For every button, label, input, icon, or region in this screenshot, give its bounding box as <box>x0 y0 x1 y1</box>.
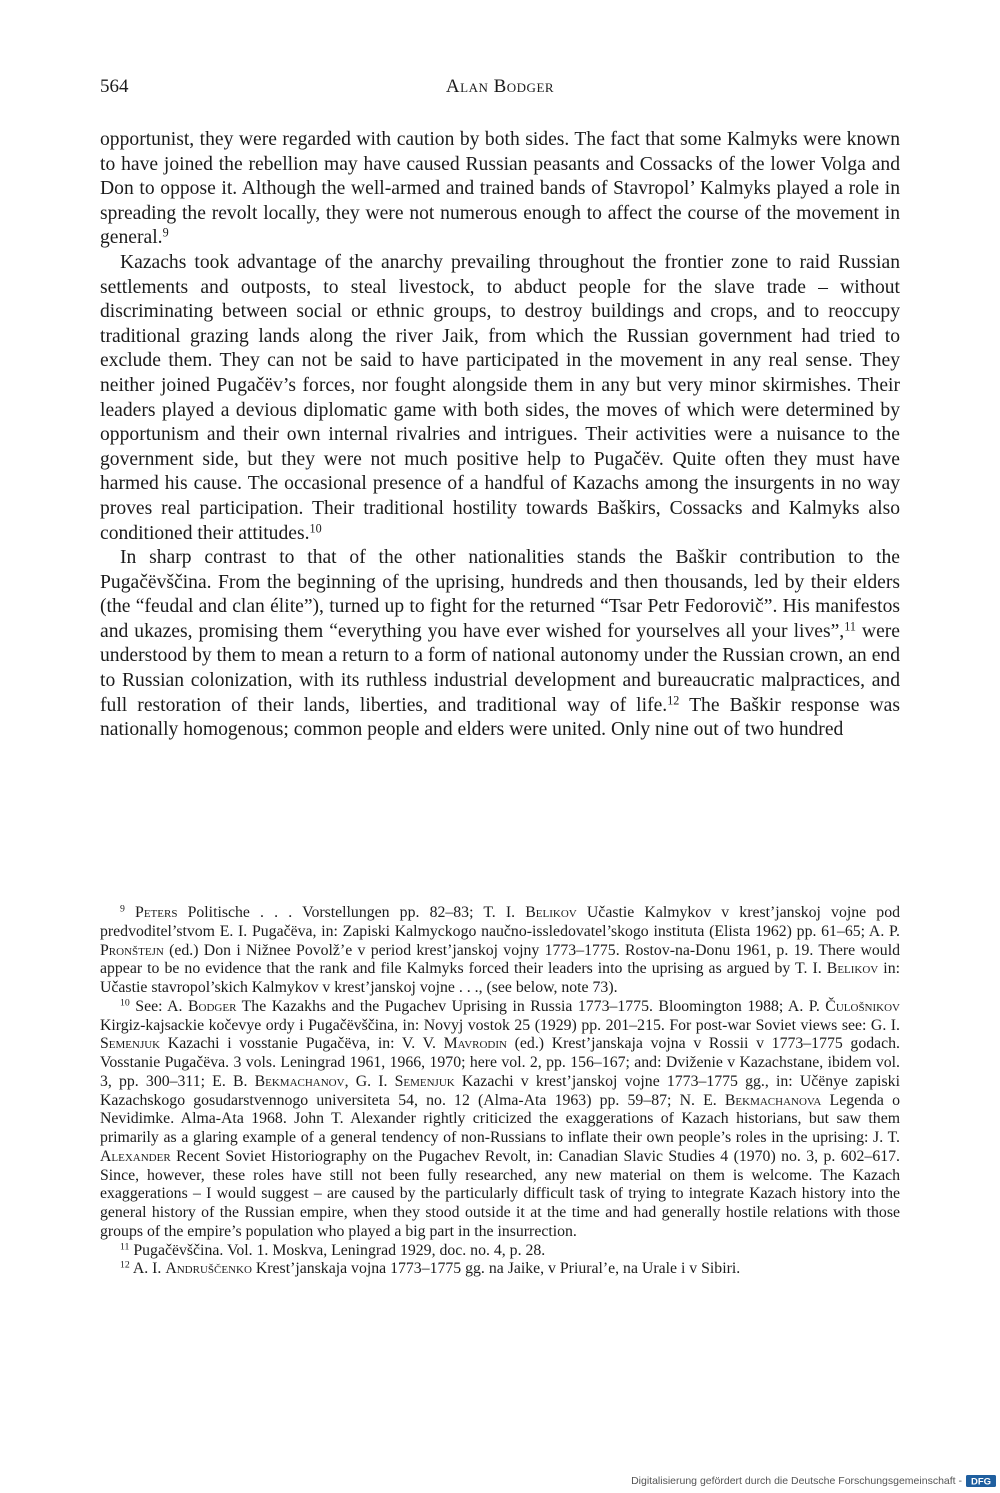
author-name: Bekmachanov <box>254 1072 345 1090</box>
footnote-text: Kazachi i vosstanie Pugačëva, in: V. V. <box>160 1035 444 1053</box>
author-name: Pronštejn <box>100 941 164 959</box>
footnote <box>100 1260 900 1279</box>
paragraph-text: The Baškir response was nationally homogenous; common people and elders were united. Only nine out of two hundred <box>100 694 901 741</box>
footnote-text: The Kazakhs and the Pugachev Uprising in Russia 1773–1775. Bloomington 1988; A. P. <box>236 997 826 1015</box>
paragraph-text: Kazachs took advantage of the anarchy prevailing throughout the frontier zone to raid Russian settlements and outposts, to steal livestock, to abduct people for the slave trade – without discriminating between social or ethnic groups, to destroy buildings and crops, and to reoccupy traditional grazing lands along the river Jaik, from which the Russian government had tried to exclude them. They can not be said to have participated in the movement in any real sense. They neither joined Pugačëv’s forces, nor fought alongside them in any but very minor skirmishes. Their leaders played a devious diplomatic game with both sides, the moves of which were determined by opportunism and their own internal rivalries and intrigues. Their activities were a nuisance to the government side, but they were not much positive help to Pugačëv. Quite often they must have harmed his cause. The occasional presence of a handful of Kazachs among the insurgents in no way proves real participation. Their traditional hostility towards Baškirs, Cossacks and Kalmyks also conditioned their attitudes. <box>100 251 900 544</box>
paragraph-text: In sharp contrast to that of the other nationalities stands the Baškir contribution to the Pugačëvščina. From the beginning of the uprising, hundreds and then thousands, led by their elders (the “feudal and clan élite”), turned up to fight for the returned “Tsar Petr Fedorovič”. His manifestos and ukazes, promising them “everything you have ever wished for yourselves all your lives”, <box>100 547 900 642</box>
paragraph <box>100 251 900 546</box>
author-name: Peters <box>135 904 178 921</box>
footnote-text: Učastie Kalmykov v krest’janskoj vojne pod predvoditel’stvom E. I. Pugačëva, in: Zapiski Kalmyckogo naučno-issledovatel’skogo instituta (Elista 1962) pp. 61–65; A. P. <box>100 904 900 940</box>
footnote-text: Recent Soviet Historiography on the Pugachev Revolt, in: Canadian Slavic Studies 4 (1970) no. 3, p. 602–617. Since, however, these roles have still not been fully researched, any new material on them is welcome. The Kazach exaggerations – I would suggest – are caused by the particularly difficult task of trying to integrate Kazach history into the general history of the Russian empire, when they stood outside it at the time and had generally hostile relations with those groups of the empire’s population who played a big part in the insurrection. <box>100 1147 900 1240</box>
footnote <box>100 904 900 998</box>
footnote-text: Kirgiz-kajsackie kočevye ordy i Pugačëvščina, in: Novyj vostok 25 (1929) pp. 201–215. For post-war Soviet views see: G. I. <box>100 1016 900 1034</box>
author-name: Andruščenko <box>165 1260 252 1278</box>
footnote-text: (ed.) Krest’janskaja vojna v Rossii v 1773–1775 godach. Vosstanie Pugačëva. 3 vols. Leningrad 1961, 1966, 1970; here vol. 2, pp. 156–167; and: Dviženie v Kazachstane, ibidem vol. 3, pp. 300–311; E. B. <box>100 1035 900 1090</box>
author-name: Čulošnikov <box>825 997 900 1015</box>
footnote <box>100 998 900 1242</box>
footnote-text: A. I. <box>132 1260 166 1278</box>
footnote-reference: 12 <box>667 692 680 707</box>
running-head <box>100 76 900 100</box>
credit-text: Digitalisierung gefördert durch die Deutsche Forschungsgemeinschaft - <box>631 1475 962 1487</box>
author-name: Belikov <box>826 960 879 978</box>
paragraph <box>100 546 900 743</box>
footnote-reference: 11 <box>844 619 856 634</box>
footnote-number: 10 <box>120 997 130 1009</box>
footnote-text: in: Učastie stavropol’skich Kalmykov v krest’janskoj vojne . . ., (see below, note 73). <box>100 960 900 996</box>
author-name: Semenjuk <box>394 1072 455 1090</box>
author-name: Bekmachanova <box>724 1091 822 1109</box>
dfg-logo <box>966 1475 996 1487</box>
footnote-text: Kazachi v krest’janskoj vojne 1773–1775 gg., in: Učënye zapiski Kazachskogo gosudarstvennogo universiteta 54, no. 12 (Alma-Ata 1963) pp. 59–87; N. E. <box>100 1072 900 1109</box>
footnote <box>100 1242 900 1261</box>
author-name: Belikov <box>525 904 577 921</box>
footnote-text: , G. I. <box>344 1072 395 1090</box>
author-name: Mavrodin <box>443 1035 507 1053</box>
footnote-text: Krest’janskaja vojna 1773–1775 gg. na Jaike, v Priural’e, na Urale i v Sibiri. <box>251 1260 741 1278</box>
footnote-number: 9 <box>120 903 125 915</box>
author-name: Semenjuk <box>100 1035 161 1053</box>
footnote-text: Pugačëvščina. Vol. 1. Moskva, Leningrad 1929, doc. no. 4, p. 28. <box>133 1241 546 1259</box>
digitization-credit <box>631 1473 996 1489</box>
dfg-logo-text: DFG <box>970 1476 992 1487</box>
paragraph <box>100 128 900 251</box>
running-head-author: Alan Bodger <box>445 76 555 97</box>
footnote-reference: 9 <box>162 225 169 240</box>
footnote-text: See: A. <box>135 997 188 1015</box>
footnotes <box>100 904 900 1279</box>
page-number: 564 <box>100 76 129 97</box>
footnote-number: 11 <box>120 1241 130 1253</box>
author-name: Alexander <box>100 1147 171 1165</box>
author-name: Bodger <box>188 997 237 1015</box>
footnote-text: (ed.) Don i Nižnee Povolž’e v period krest’janskoj vojny 1773–1775. Rostov-na-Donu 1961, p. 19. There would appear to be no evidence that the rank and file Kalmyks forced their leaders into the uprising as argued by T. I. <box>100 941 900 978</box>
footnote-text: Politische . . . Vorstellungen pp. 82–83; T. I. <box>177 904 526 921</box>
paragraph-text: opportunist, they were regarded with caution by both sides. The fact that some Kalmyks were known to have joined the rebellion may have caused Russian peasants and Cossacks of the lower Volga and Don to oppose it. Although the well-armed and trained bands of Stavropol’ Kalmyks played a role in spreading the revolt locally, they were not numerous enough to affect the course of the movement in general. <box>100 129 900 249</box>
footnote-text: Legenda o Nevidimke. Alma-Ata 1968. John T. Alexander rightly criticized the exaggerations of Kazach historians, but saw them primarily as a glaring example of a general tendency of non-Russians to inflate their own people’s roles in the uprising: J. T. <box>100 1091 900 1146</box>
footnote-number: 12 <box>120 1259 130 1271</box>
paragraph-text: were understood by them to mean a return to a form of national autonomy under the Russian crown, an end to Russian colonization, with its ruthless industrial development and bureaucratic malpractices, and full restoration of their lands, liberties, and traditional way of life. <box>100 620 900 716</box>
footnote-reference: 10 <box>309 520 322 535</box>
body-text <box>100 128 900 743</box>
